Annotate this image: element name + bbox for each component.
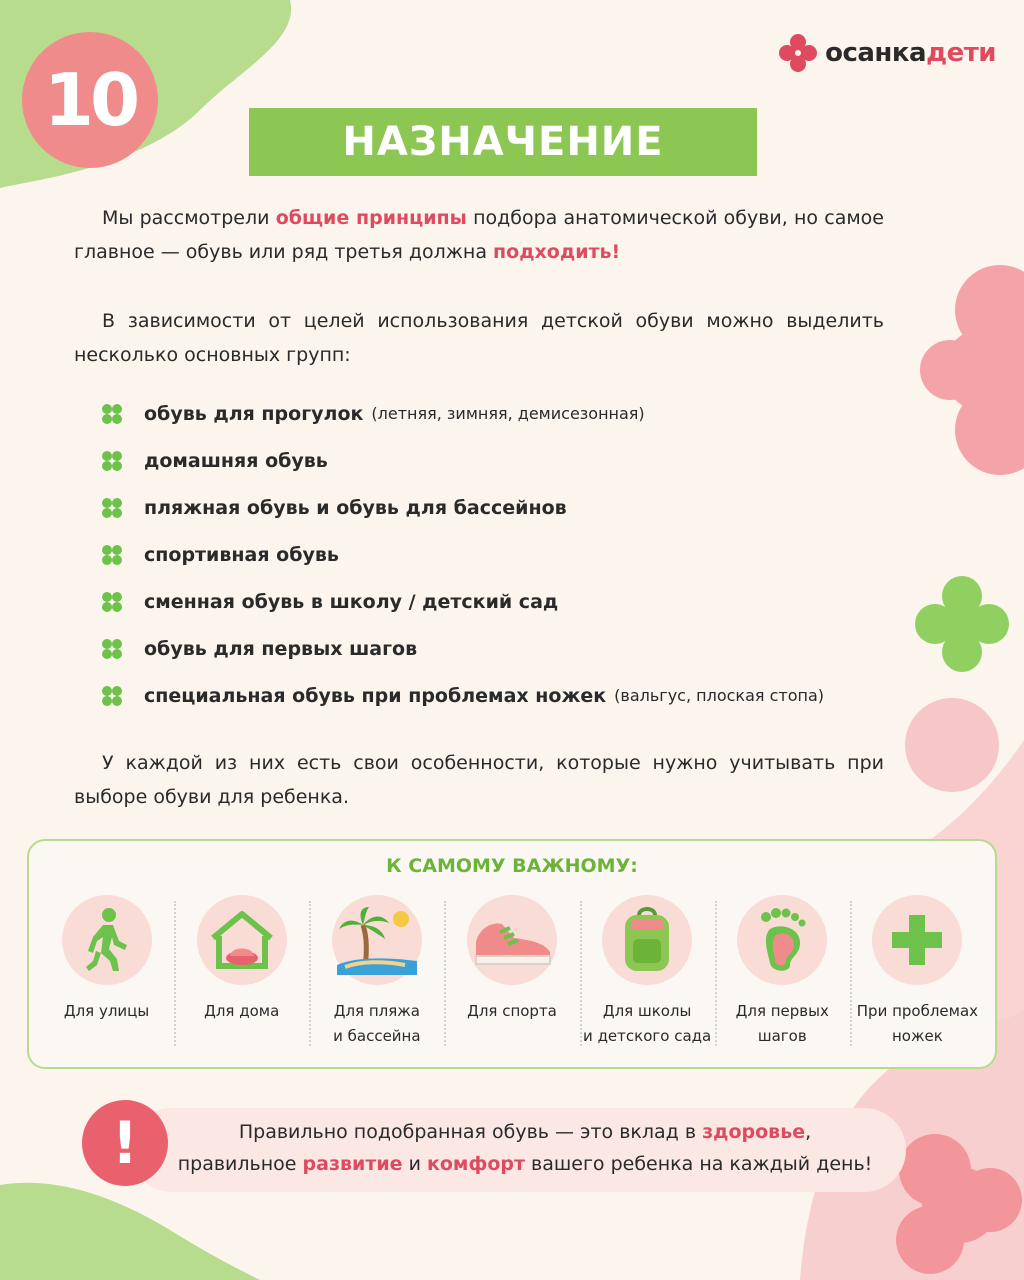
brand-logo	[779, 34, 996, 72]
category-problems	[850, 891, 985, 1061]
important-panel	[27, 839, 997, 1069]
category-row	[39, 891, 985, 1061]
clover-bullet-icon	[100, 402, 124, 426]
clover-bullet-icon	[100, 449, 124, 473]
backpack-icon	[602, 895, 692, 985]
palm-beach-icon	[332, 895, 422, 985]
shoe-groups-list	[100, 390, 920, 719]
list-item: обувь для прогулок (летняя, зимняя, демисезонная)	[100, 390, 920, 437]
category-label: Для первых шагов	[735, 1002, 829, 1045]
features-paragraph: У каждой из них есть свои особенности, которые нужно учитывать при выборе обуви для ребенка.	[74, 752, 884, 808]
page-title: НАЗНАЧЕНИЕ	[342, 119, 664, 165]
category-label: Для дома	[204, 1002, 280, 1020]
title-banner	[249, 108, 757, 176]
list-item: сменная обувь в школу / детский сад	[100, 578, 920, 625]
logo-text: осанкадети	[825, 38, 996, 68]
clover-bullet-icon	[100, 684, 124, 708]
page-number-badge: 10	[22, 32, 158, 168]
category-home	[174, 891, 309, 1061]
groups-intro-paragraph: В зависимости от целей использования детской обуви можно выделить несколько основных групп:	[74, 310, 884, 366]
clover-bullet-icon	[100, 590, 124, 614]
clover-bullet-icon	[100, 543, 124, 567]
category-street	[39, 891, 174, 1061]
sneaker-icon	[467, 895, 557, 985]
list-item: пляжная обувь и обувь для бассейнов	[100, 484, 920, 531]
panel-title: К САМОМУ ВАЖНОМУ:	[386, 855, 638, 877]
category-sport	[444, 891, 579, 1061]
medical-cross-icon	[872, 895, 962, 985]
intro-paragraph: Мы рассмотрели общие принципы подбора анатомической обуви, но самое главное — обувь или ряд третья должна подходить!	[74, 207, 884, 263]
category-label: Для школы и детского сада	[583, 1002, 712, 1045]
walking-person-icon	[62, 895, 152, 985]
category-beach	[309, 891, 444, 1061]
highlight-health: здоровье	[702, 1121, 806, 1143]
list-item: домашняя обувь	[100, 437, 920, 484]
logo-flower-icon	[779, 34, 817, 72]
list-item: специальная обувь при проблемах ножек (вальгус, плоская стопа)	[100, 672, 920, 719]
exclamation-icon: !	[82, 1100, 168, 1186]
highlight-development: развитие	[302, 1153, 403, 1175]
highlight-fit: подходить!	[493, 241, 621, 263]
list-item: обувь для первых шагов	[100, 625, 920, 672]
category-first-steps	[715, 891, 850, 1061]
highlight-principles: общие принципы	[275, 207, 467, 229]
category-school	[580, 891, 715, 1061]
highlight-comfort: комфорт	[426, 1153, 525, 1175]
list-item: спортивная обувь	[100, 531, 920, 578]
category-label: Для улицы	[63, 1002, 150, 1020]
category-label: При проблемах ножек	[856, 1002, 979, 1045]
category-label: Для спорта	[467, 1002, 557, 1020]
category-label: Для пляжа и бассейна	[333, 1002, 421, 1045]
house-slipper-icon	[197, 895, 287, 985]
summary-text: Правильно подобранная обувь — это вклад в здоровье, правильное развитие и комфорт вашего ребенка на каждый день!	[177, 1121, 873, 1175]
footprint-icon	[737, 895, 827, 985]
green-clover-decoration	[915, 576, 1009, 672]
clover-bullet-icon	[100, 637, 124, 661]
clover-bullet-icon	[100, 496, 124, 520]
